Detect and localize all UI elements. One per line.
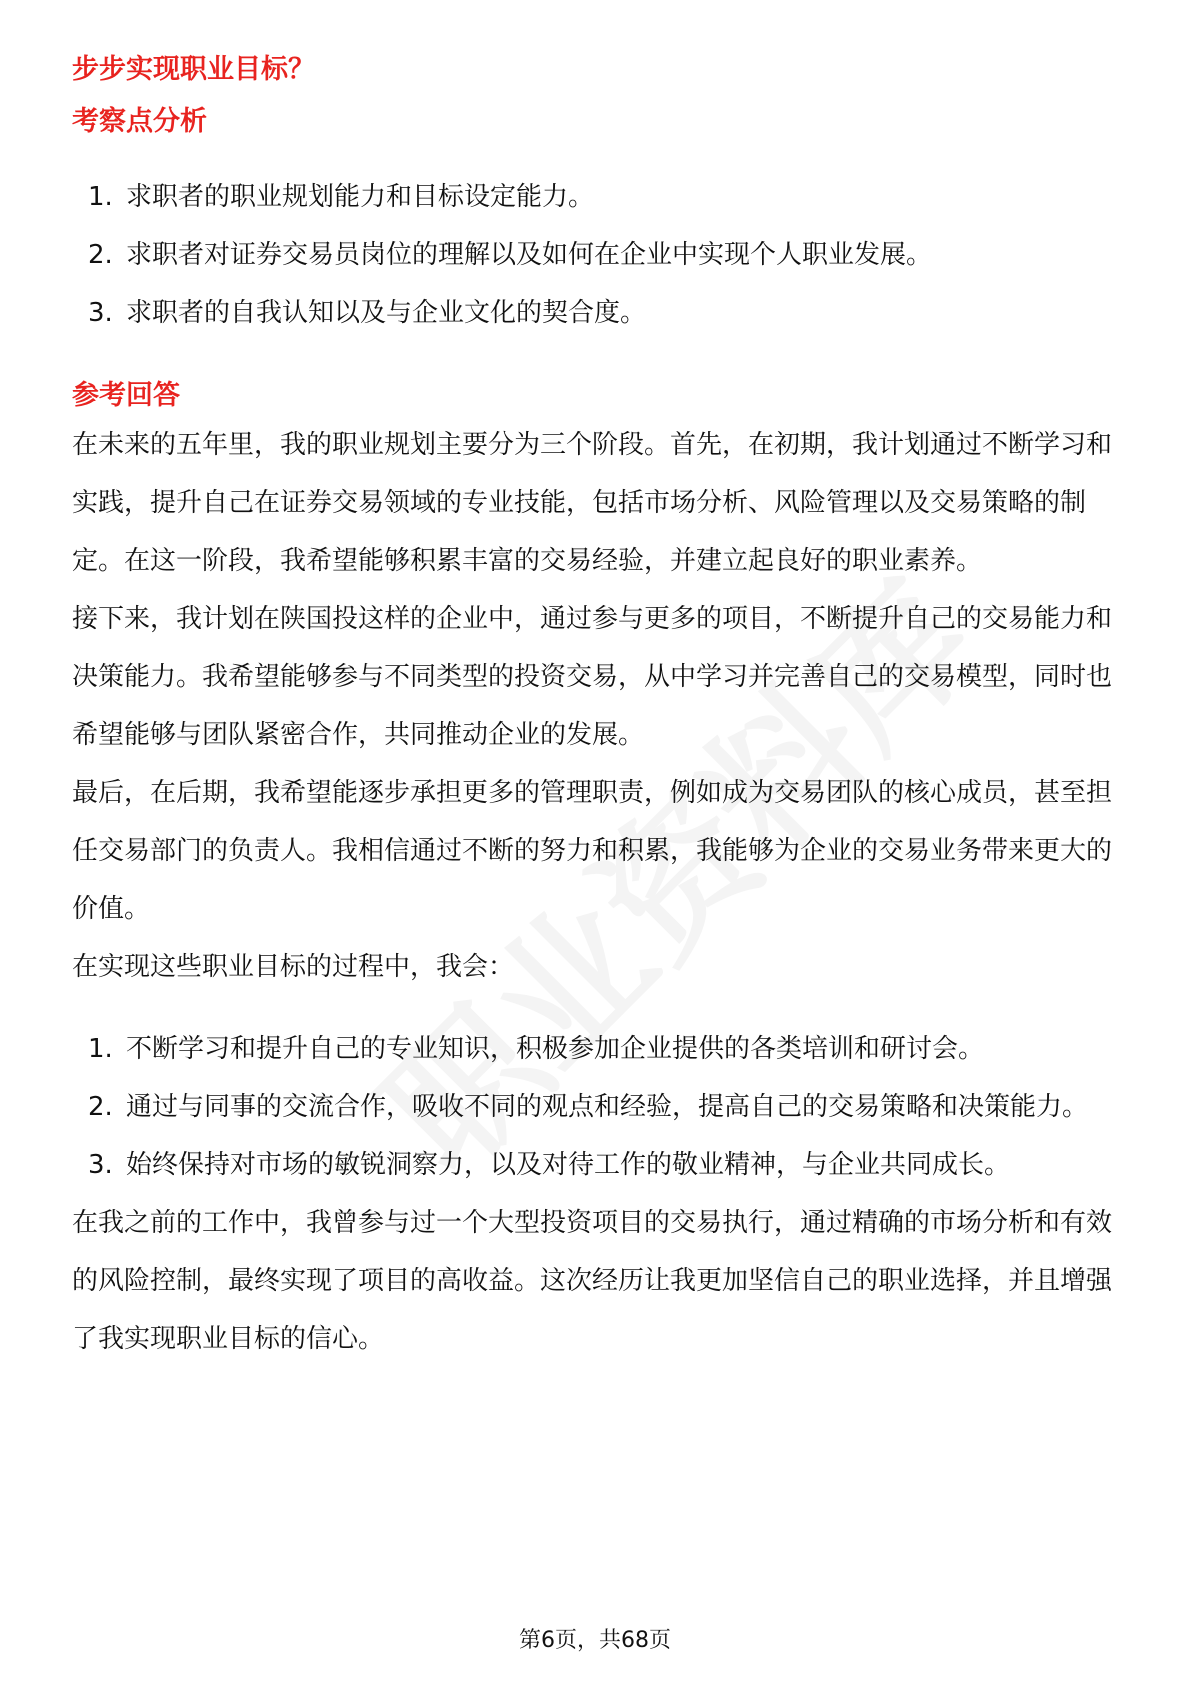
list-item-text: 通过与同事的交流合作，吸收不同的观点和经验，提高自己的交易策略和决策能力。	[126, 1092, 1089, 1122]
list-number: 3.	[88, 1150, 113, 1180]
list-item	[72, 284, 1118, 342]
list-number: 3.	[88, 298, 113, 328]
list-item	[72, 168, 1118, 226]
answer-paragraph-2: 接下来，我计划在陕国投这样的企业中，通过参与更多的项目，不断提升自己的交易能力和决策能力。我希望能够参与不同类型的投资交易，从中学习并完善自己的交易模型，同时也希望能够与团队紧密合作，共同推动企业的发展。	[72, 604, 1113, 750]
page-number: 第6页，共68页	[519, 1628, 671, 1653]
list-item-text: 求职者对证券交易员岗位的理解以及如何在企业中实现个人职业发展。	[126, 240, 933, 270]
list-item-text: 始终保持对市场的敏锐洞察力，以及对待工作的敬业精神，与企业共同成长。	[126, 1150, 1011, 1180]
answer-paragraph-4: 在实现这些职业目标的过程中，我会：	[72, 952, 515, 982]
list-item	[72, 1020, 1118, 1078]
list-item-text: 求职者的自我认知以及与企业文化的契合度。	[126, 298, 647, 328]
analysis-heading: 考察点分析	[72, 106, 207, 137]
list-item-text: 不断学习和提升自己的专业知识，积极参加企业提供的各类培训和研讨会。	[126, 1034, 985, 1064]
list-item	[72, 1078, 1118, 1136]
list-number: 1.	[88, 1034, 113, 1064]
question-title-tail: 步步实现职业目标？	[72, 54, 315, 85]
list-number: 2.	[88, 1092, 113, 1122]
list-item	[72, 1136, 1118, 1194]
answer-heading: 参考回答	[72, 380, 180, 411]
list-number: 1.	[88, 182, 113, 212]
list-item-text: 求职者的职业规划能力和目标设定能力。	[126, 182, 595, 212]
analysis-list	[72, 168, 1118, 342]
answer-paragraph-5: 在我之前的工作中，我曾参与过一个大型投资项目的交易执行，通过精确的市场分析和有效的风险控制，最终实现了项目的高收益。这次经历让我更加坚信自己的职业选择，并且增强了我实现职业目标的信心。	[72, 1208, 1113, 1354]
steps-list	[72, 1020, 1118, 1194]
list-number: 2.	[88, 240, 113, 270]
answer-paragraph-3: 最后，在后期，我希望能逐步承担更多的管理职责，例如成为交易团队的核心成员，甚至担任交易部门的负责人。我相信通过不断的努力和积累，我能够为企业的交易业务带来更大的价值。	[72, 778, 1113, 924]
list-item	[72, 226, 1118, 284]
document-page	[72, 48, 1118, 1368]
answer-paragraph-1: 在未来的五年里，我的职业规划主要分为三个阶段。首先，在初期，我计划通过不断学习和实践，提升自己在证券交易领域的专业技能，包括市场分析、风险管理以及交易策略的制定。在这一阶段，我希望能够积累丰富的交易经验，并建立起良好的职业素养。	[72, 430, 1113, 576]
